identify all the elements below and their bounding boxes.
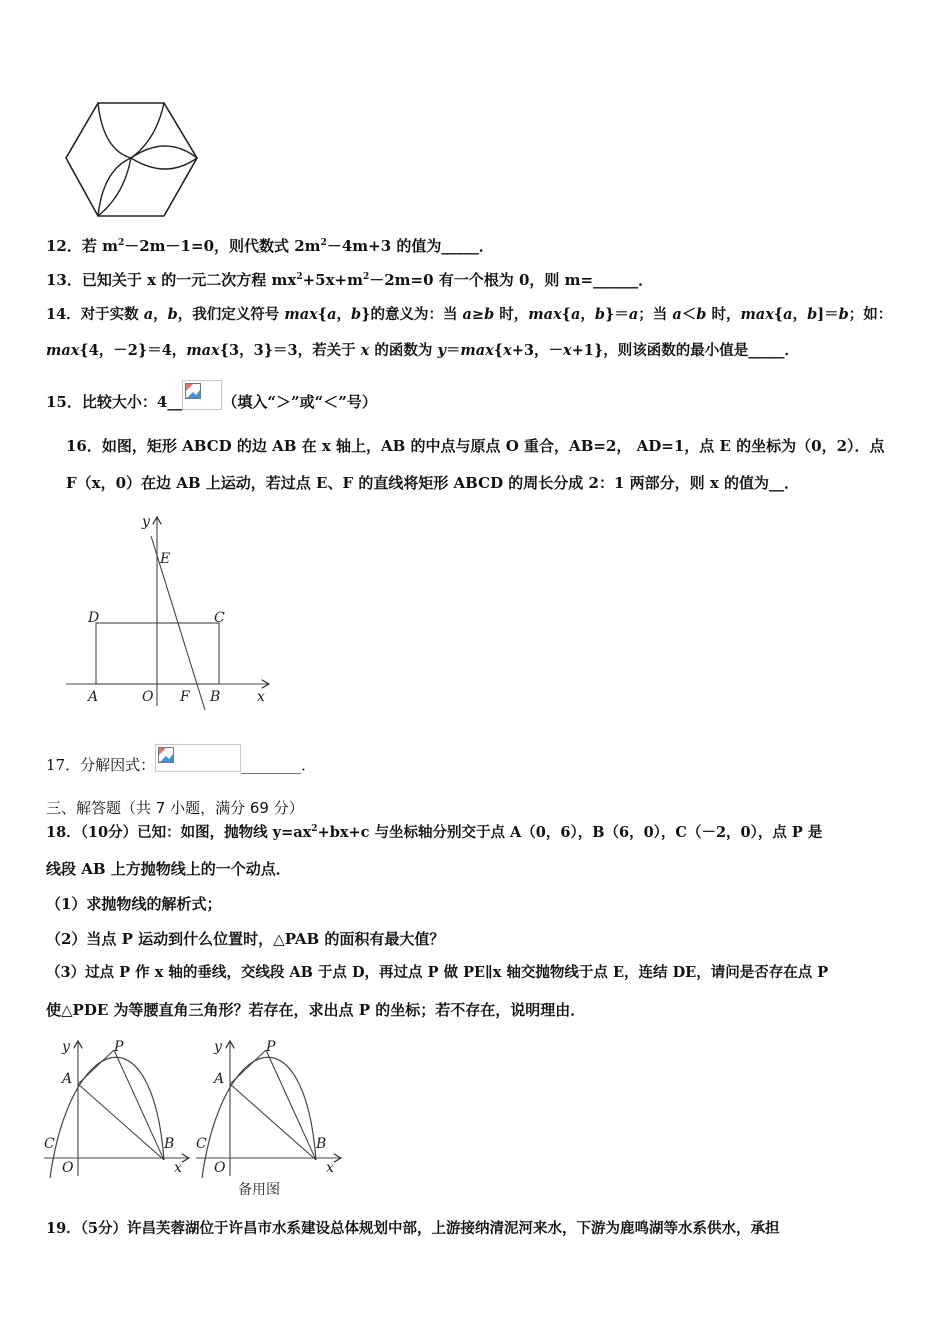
q14-text: ＜ bbox=[681, 306, 697, 323]
q14-var: y bbox=[437, 342, 446, 359]
q17-text: 分解因式： bbox=[80, 756, 156, 774]
q18-sup: 2 bbox=[311, 824, 318, 834]
q13-answer-blank[interactable]: ______ bbox=[593, 271, 639, 289]
q13-sup: 2 bbox=[362, 272, 370, 282]
q14-var: x bbox=[503, 342, 512, 359]
q14-var: a bbox=[327, 306, 337, 323]
label-a: A bbox=[62, 1071, 73, 1087]
q12-end: ． bbox=[478, 237, 494, 255]
question-19-line-1: 19．（5分）许昌芙蓉湖位于许昌市水系建设总体规划中部，上游接纳清泥河来水，下游为鹿鸣湖等水系供水，承担 bbox=[46, 1220, 780, 1237]
q14-text: 时， bbox=[494, 306, 529, 323]
q14-text: ；如： bbox=[848, 306, 893, 323]
q14-func: max bbox=[46, 342, 80, 359]
q15-text: 比较大小：4 bbox=[81, 393, 168, 411]
q14-var: x bbox=[563, 342, 572, 359]
q14-text: } bbox=[361, 306, 371, 323]
q13-number: 13． bbox=[46, 271, 82, 289]
question-16-line-1: 16．如图，矩形 ABCD 的边 AB 在 x 轴上，AB 的中点与原点 O 重合，AB=2， AD=1，点 E 的坐标为（0，2）．点 bbox=[66, 437, 885, 455]
q14-text: ， bbox=[153, 306, 168, 323]
q17-answer-blank[interactable]: ________ bbox=[241, 756, 302, 774]
q12-text: －2m－1=0，则代数式 2m bbox=[124, 237, 321, 255]
q15-number: 15． bbox=[46, 393, 82, 411]
label-y: y bbox=[62, 1039, 70, 1055]
q12-answer-blank[interactable]: _____ bbox=[441, 237, 479, 255]
q14-text: { bbox=[561, 306, 571, 323]
q14-text: { bbox=[317, 306, 328, 323]
petal-bottom bbox=[98, 158, 131, 216]
label-c: C bbox=[214, 610, 225, 626]
q14-end: ． bbox=[784, 342, 799, 359]
q14-text: ] bbox=[817, 306, 825, 323]
q14-text: ＝ bbox=[824, 306, 839, 323]
q14-text: 的意义为：当 bbox=[370, 306, 463, 323]
question-14-line-1 bbox=[46, 305, 892, 325]
q15-answer-blank[interactable]: __ bbox=[167, 393, 183, 411]
question-17 bbox=[46, 752, 316, 780]
label-b: B bbox=[164, 1136, 175, 1152]
label-o: O bbox=[142, 689, 154, 705]
q14-func: max bbox=[528, 306, 562, 323]
label-e: E bbox=[160, 551, 171, 567]
label-c: C bbox=[44, 1136, 55, 1152]
label-b: B bbox=[210, 689, 221, 705]
q14-var: b bbox=[838, 306, 849, 323]
q12-sup: 2 bbox=[320, 238, 327, 248]
q13-text: 已知关于 x 的一元二次方程 mx bbox=[81, 271, 297, 289]
label-x: x bbox=[174, 1160, 182, 1176]
q14-var: b bbox=[484, 306, 495, 323]
rectangle-coordinate-figure bbox=[60, 510, 280, 715]
broken-image-placeholder bbox=[182, 380, 222, 410]
q14-text: {3，3}＝3，若关于 bbox=[219, 342, 361, 359]
q14-var: b bbox=[594, 306, 606, 323]
label-y: y bbox=[214, 1039, 222, 1055]
segment-ap bbox=[230, 1050, 266, 1084]
question-14-line-2 bbox=[46, 341, 799, 361]
question-18-part-3: （3）过点 P 作 x 轴的垂线，交线段 AB 于点 D，再过点 P 做 PE∥x 轴交抛物线于点 E，连结 DE，请问是否存在点 P bbox=[46, 964, 829, 981]
q14-var: b bbox=[696, 306, 707, 323]
question-18-line-1 bbox=[46, 823, 822, 843]
broken-image-placeholder bbox=[155, 744, 241, 772]
q14-var: x bbox=[360, 342, 370, 359]
question-15 bbox=[46, 388, 377, 418]
question-12 bbox=[46, 236, 494, 256]
segment-pb bbox=[114, 1050, 164, 1160]
q14-text: 时， bbox=[706, 306, 741, 323]
q14-var: a bbox=[143, 306, 154, 323]
q14-var: b bbox=[167, 306, 178, 323]
broken-image-icon bbox=[158, 747, 174, 763]
q14-text: ＝ bbox=[445, 342, 461, 359]
q14-var: a bbox=[628, 306, 639, 323]
q14-text: ≥ bbox=[471, 306, 485, 323]
q15-text: （填入“＞”或“＜”号） bbox=[222, 393, 377, 411]
label-a: A bbox=[88, 689, 99, 705]
q14-number: 14． bbox=[46, 306, 81, 323]
label-f: F bbox=[180, 689, 190, 705]
question-18-line-6: 使△PDE 为等腰直角三角形？若存在，求出点 P 的坐标；若不存在，说明理由． bbox=[46, 1001, 586, 1019]
segment-ab bbox=[230, 1084, 316, 1160]
q14-text: } bbox=[605, 306, 615, 323]
broken-image-icon bbox=[185, 383, 201, 399]
section-3-heading: 三、解答题（共 7 小题，满分 69 分） bbox=[46, 799, 304, 817]
q12-text: 若 m bbox=[81, 237, 118, 255]
q14-text: ＝ bbox=[614, 306, 629, 323]
label-d: D bbox=[88, 610, 100, 626]
q14-text: ， bbox=[792, 306, 808, 323]
q17-number: 17． bbox=[46, 756, 81, 774]
q14-var: b bbox=[350, 306, 362, 323]
segment-ap bbox=[78, 1050, 114, 1084]
label-o: O bbox=[214, 1160, 226, 1176]
q14-text: ， bbox=[580, 306, 595, 323]
q14-func: max bbox=[460, 342, 494, 359]
label-b: B bbox=[316, 1136, 327, 1152]
q13-text: －2m=0 有一个根为 0，则 m= bbox=[369, 271, 594, 289]
q14-var: a bbox=[571, 306, 581, 323]
q14-text: 的函数为 bbox=[369, 342, 438, 359]
question-18-part-2: （2）当点 P 运动到什么位置时，△PAB 的面积有最大值？ bbox=[46, 930, 445, 948]
label-p: P bbox=[266, 1039, 276, 1055]
q14-text: { bbox=[493, 342, 504, 359]
question-16-line-2: F（x，0）在边 AB 上运动，若过点 E、F 的直线将矩形 ABCD 的周长分成 2：1 两部分，则 x 的值为__． bbox=[66, 474, 800, 492]
question-18-part-1: （1）求抛物线的解析式； bbox=[46, 895, 222, 913]
segment-ab bbox=[78, 1084, 164, 1160]
q14-text: ， bbox=[336, 306, 351, 323]
q14-text: ；当 bbox=[638, 306, 673, 323]
q14-text: 对于实数 bbox=[80, 306, 144, 323]
q12-text: －4m+3 的值为 bbox=[326, 237, 442, 255]
label-c: C bbox=[196, 1136, 207, 1152]
label-p: P bbox=[114, 1039, 124, 1055]
q13-end: ． bbox=[638, 271, 654, 289]
hexagon-outline bbox=[66, 103, 197, 216]
question-18-line-2: 线段 AB 上方抛物线上的一个动点． bbox=[46, 860, 291, 878]
q12-number: 12． bbox=[46, 237, 82, 255]
label-a: A bbox=[214, 1071, 225, 1087]
label-x: x bbox=[257, 689, 265, 705]
parabola-figure-2 bbox=[192, 1036, 342, 1201]
spare-figure-caption: 备用图 bbox=[238, 1182, 280, 1198]
q14-var: a bbox=[672, 306, 682, 323]
q14-func: max bbox=[186, 342, 220, 359]
q14-answer-blank[interactable]: _____ bbox=[748, 342, 785, 359]
q14-var: a bbox=[462, 306, 472, 323]
segment-pb bbox=[266, 1050, 316, 1160]
q14-var: a bbox=[783, 306, 793, 323]
q14-func: max bbox=[284, 306, 318, 323]
q12-sup: 2 bbox=[117, 238, 125, 248]
parabola-figure-1 bbox=[40, 1036, 190, 1181]
q18-text: +bx+c 与坐标轴分别交于点 A（0，6），B（6，0），C（－2，0），点 P 是 bbox=[317, 824, 823, 841]
q17-end: ． bbox=[301, 756, 317, 774]
q14-text: ，我们定义符号 bbox=[177, 306, 285, 323]
question-13 bbox=[46, 270, 653, 290]
q14-var: b bbox=[807, 306, 818, 323]
q14-text: +3，－ bbox=[511, 342, 563, 359]
q14-text: {4，－2}＝4， bbox=[79, 342, 187, 359]
q13-sup: 2 bbox=[296, 272, 303, 282]
q14-func: max bbox=[740, 306, 774, 323]
petal-top bbox=[98, 103, 164, 158]
q13-text: +5x+m bbox=[302, 271, 363, 289]
label-x: x bbox=[326, 1160, 334, 1176]
q14-text: +1}，则该函数的最小值是 bbox=[571, 342, 749, 359]
q14-text: { bbox=[773, 306, 784, 323]
q18-text: 18．（10分）已知：如图，抛物线 y=ax bbox=[46, 824, 312, 841]
hexagon-figure bbox=[60, 100, 205, 222]
label-y: y bbox=[142, 514, 150, 530]
label-o: O bbox=[62, 1160, 74, 1176]
